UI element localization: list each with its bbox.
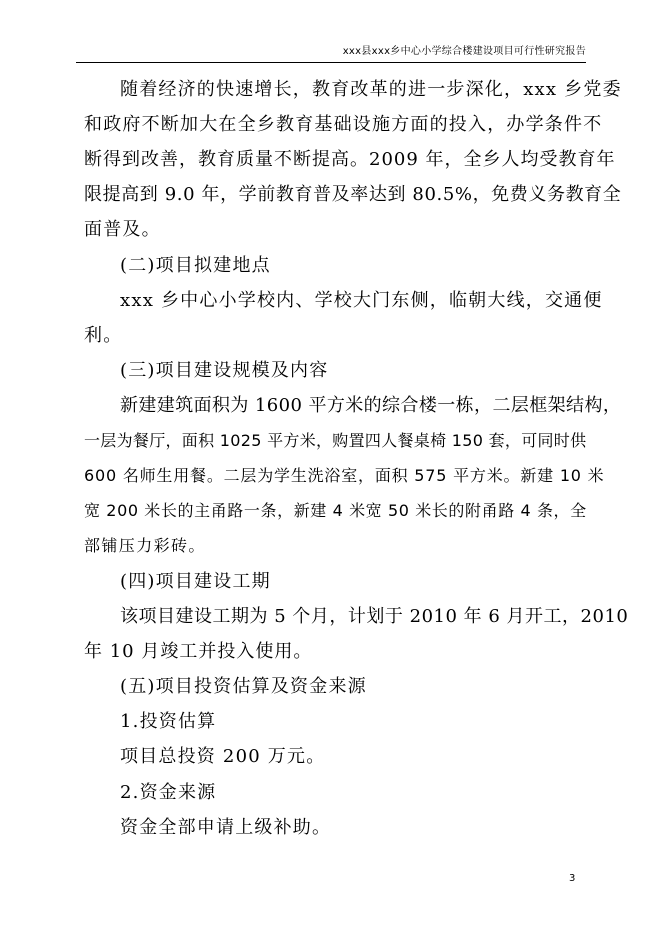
section-heading: (二)项目拟建地点	[120, 255, 271, 276]
paragraph-line: 随着经济的快速增长，教育改革的进一步深化，xxx 乡党委	[120, 79, 622, 100]
paragraph-line: 600 名师生用餐。二层为学生洗浴室，面积 575 平方米。新建 10 米	[84, 466, 605, 485]
section-heading: (四)项目建设工期	[120, 571, 271, 592]
running-header: xxx县xxx乡中心小学综合楼建设项目可行性研究报告	[76, 44, 586, 63]
paragraph-line: 利。	[84, 325, 123, 346]
paragraph-line: 面普及。	[84, 219, 161, 240]
paragraph-line: 该项目建设工期为 5 个月，计划于 2010 年 6 月开工，2010	[120, 606, 629, 627]
section-heading: (五)项目投资估算及资金来源	[120, 676, 367, 697]
paragraph-line: xxx 乡中心小学校内、学校大门东侧，临朝大线，交通便	[120, 290, 603, 311]
paragraph-line: 项目总投资 200 万元。	[120, 746, 326, 767]
subsection-heading: 1.投资估算	[120, 711, 217, 732]
paragraph-line: 和政府不断加大在全乡教育基础设施方面的投入，办学条件不	[84, 114, 603, 135]
paragraph-line: 断得到改善，教育质量不断提高。2009 年，全乡人均受教育年	[84, 149, 616, 170]
paragraph-line: 资金全部申请上级补助。	[120, 817, 332, 838]
paragraph-line: 新建建筑面积为 1600 平方米的综合楼一栋，二层框架结构，	[120, 395, 622, 416]
subsection-heading: 2.资金来源	[120, 782, 217, 803]
section-heading: (三)项目建设规模及内容	[120, 360, 329, 381]
paragraph-line: 宽 200 米长的主甬路一条，新建 4 米宽 50 米长的附甬路 4 条，全	[84, 501, 587, 520]
paragraph-line: 一层为餐厅，面积 1025 平方米，购置四人餐桌椅 150 套，可同时供	[84, 431, 587, 450]
paragraph-line: 部铺压力彩砖。	[84, 536, 206, 555]
paragraph-line: 限提高到 9.0 年，学前教育普及率达到 80.5%，免费义务教育全	[84, 184, 622, 205]
page-number: 3	[569, 873, 576, 884]
paragraph-line: 年 10 月竣工并投入使用。	[84, 641, 313, 662]
